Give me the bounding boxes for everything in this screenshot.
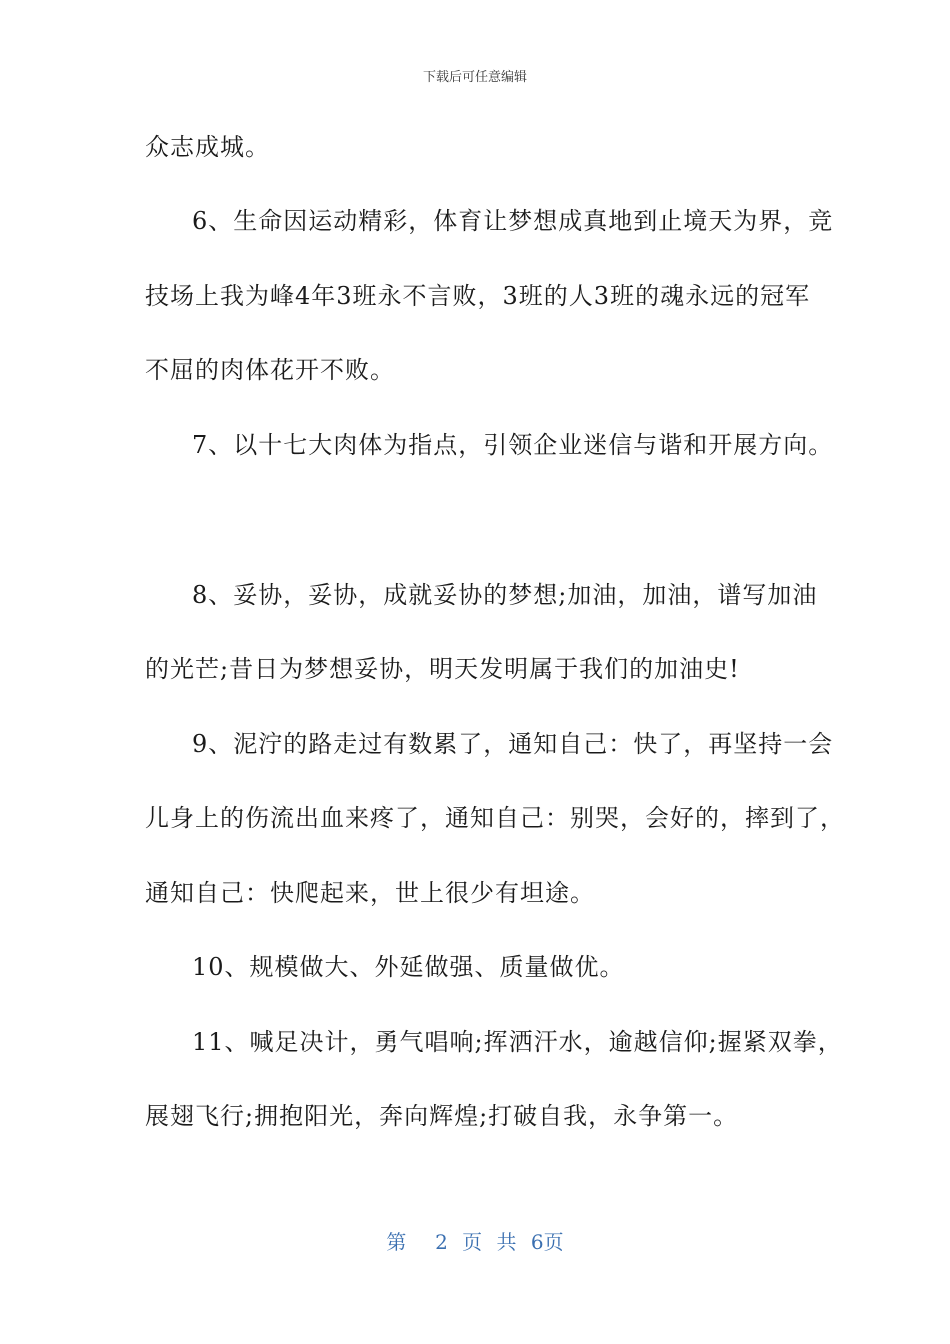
item-8-line-1: 8、妥协，妥协，成就妥协的梦想;加油，加油，谱写加油 bbox=[192, 581, 818, 609]
item-6-line-3: 不屈的肉体花开不败。 bbox=[145, 356, 395, 384]
item-10-line-1: 10、规模做大、外延做强、质量做优。 bbox=[192, 953, 625, 981]
item-7-line-1: 7、以十七大肉体为指点，引领企业迷信与谐和开展方向。 bbox=[192, 431, 834, 459]
page-number: 第 2 页 共 6页 bbox=[386, 1230, 564, 1254]
item-11-line-1: 11、喊足决计，勇气唱响;挥洒汗水，逾越信仰;握紧双拳， bbox=[192, 1028, 843, 1056]
page-footer bbox=[0, 1226, 950, 1255]
text-line-1: 众志成城。 bbox=[145, 133, 270, 161]
page-header: 下载后可任意编辑 bbox=[422, 70, 527, 85]
item-11-line-2: 展翅飞行;拥抱阳光，奔向辉煌;打破自我，永争第一。 bbox=[145, 1102, 739, 1130]
item-9-line-3: 通知自己：快爬起来，世上很少有坦途。 bbox=[145, 879, 595, 907]
item-8-line-2: 的光芒;昔日为梦想妥协，明天发明属于我们的加油史! bbox=[145, 655, 740, 683]
item-6-line-1: 6、生命因运动精彩，体育让梦想成真地到止境天为界，竞 bbox=[192, 207, 834, 235]
item-9-line-1: 9、泥泞的路走过有数累了，通知自己：快了，再坚持一会 bbox=[192, 730, 834, 758]
item-6-line-2: 技场上我为峰4年3班永不言败，3班的人3班的魂永远的冠军 bbox=[145, 282, 811, 310]
item-9-line-2: 儿身上的伤流出血来疼了，通知自己：别哭，会好的，摔到了， bbox=[145, 804, 845, 832]
